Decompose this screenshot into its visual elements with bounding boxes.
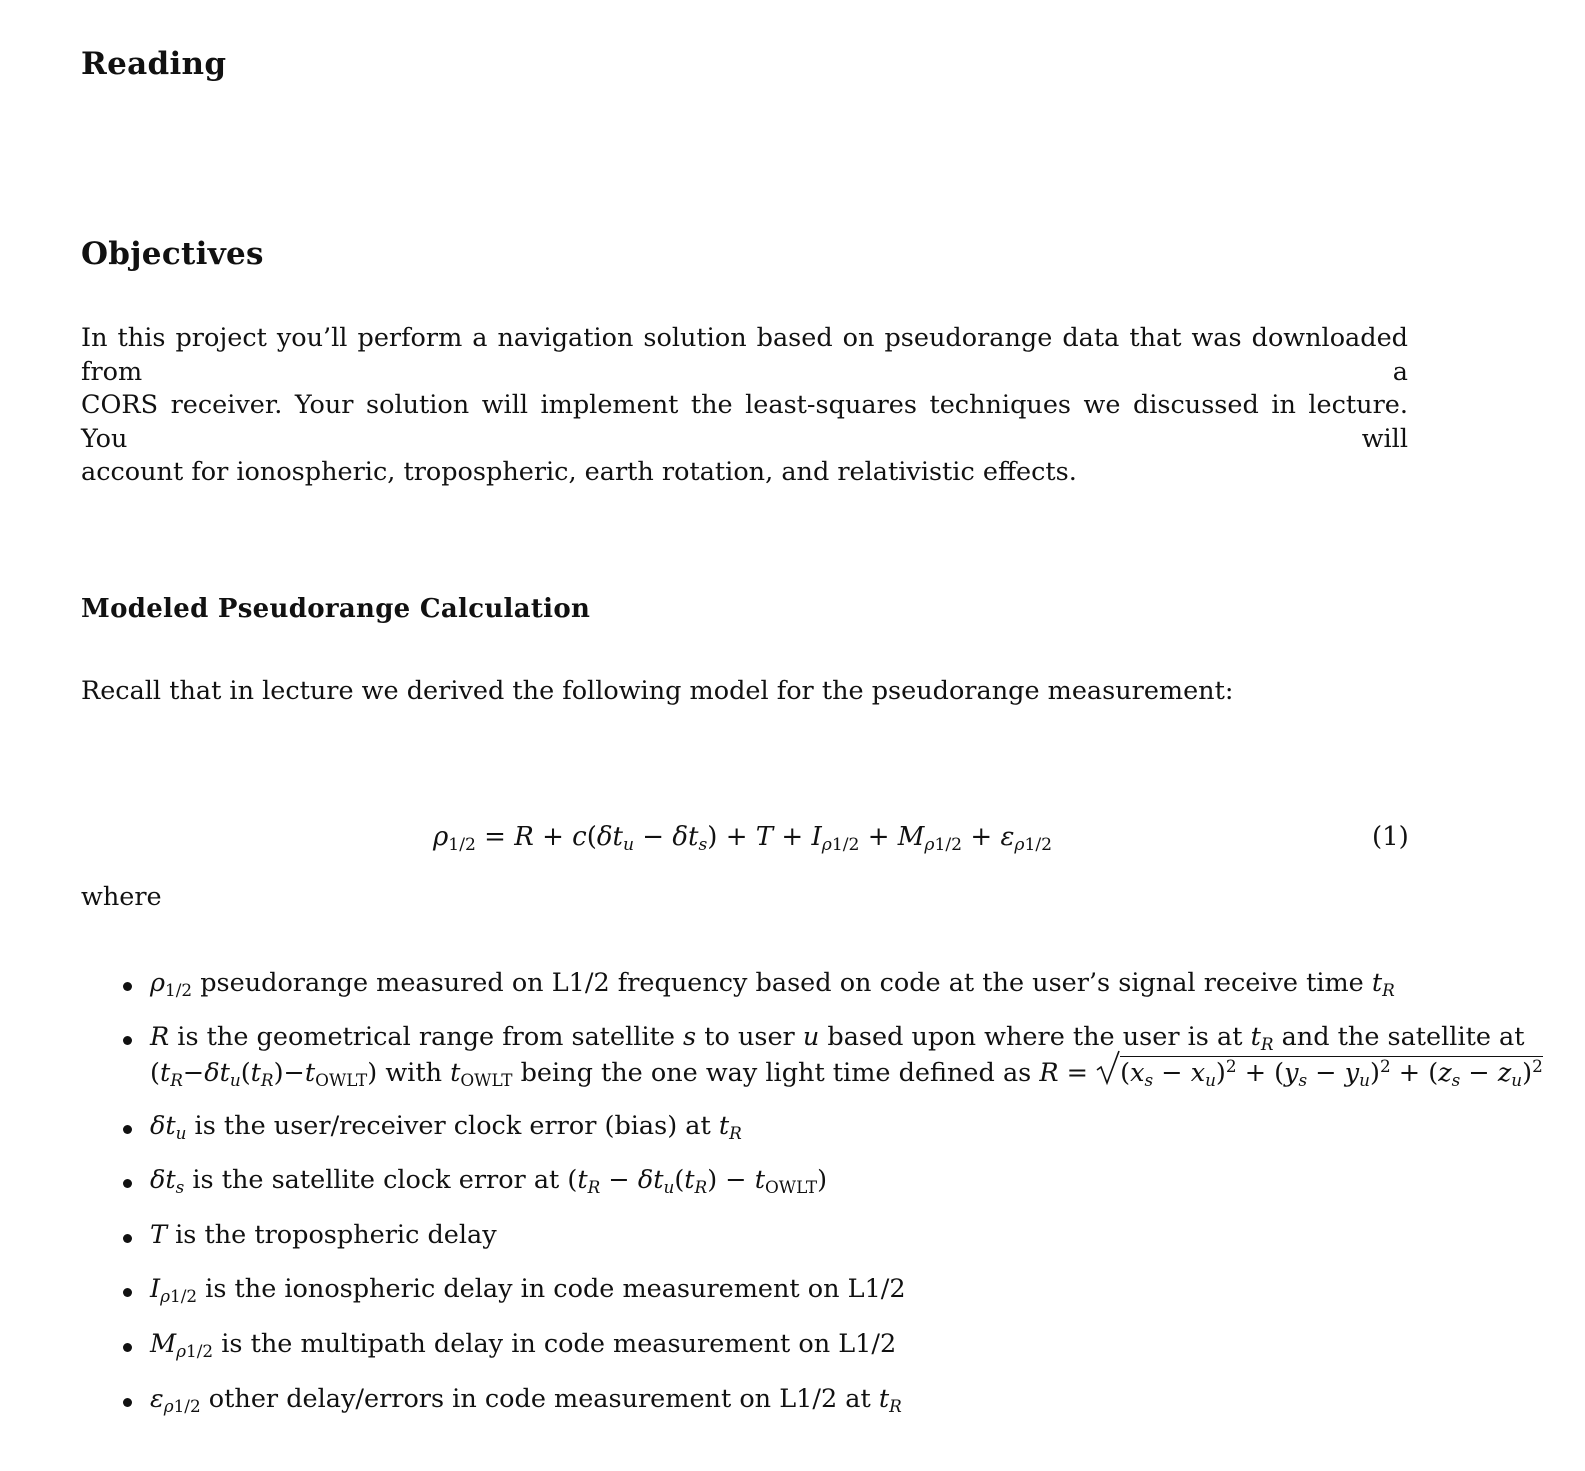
bullet-icon [123,1288,132,1297]
bullet-icon [123,1343,132,1352]
where-label: where [81,882,162,912]
heading-modeled-pseudorange: Modeled Pseudorange Calculation [81,594,591,624]
sqrt-icon [1096,1050,1120,1086]
objectives-paragraph [81,322,1408,490]
list-item-multipath: $M_{\rho 1/2}$ is the multipath delay in code measurement on L1/2 [150,1329,897,1362]
list-item-other-errors: $\varepsilon_{\rho 1/2}$ other delay/errors in code measurement on L1/2 at $t_R$ [150,1384,902,1417]
pseudorange-equation: $\rho_{1/2} = R + c(\delta t_u - \delta t_s) + T + I_{\rho 1/2} + M_{\rho 1/2} + \varepsilon_{\rho 1/2}$ [433,822,1053,856]
list-item-range-line-2: $(t_R-\delta t_u(t_R)-t_{OWLT})$ with $t_{OWLT}$ being the one way light time defined as R = $(x_s - x_u)^2 + (y_s - y_u)^2 + (z_s - z_u)^2$ [150,1056,1543,1088]
bullet-icon [123,982,132,991]
bullet-icon [123,1234,132,1243]
list-item-ionosphere: $I_{\rho 1/2}$ is the ionospheric delay in code measurement on L1/2 [150,1274,906,1307]
bullet-icon [123,1179,132,1188]
list-item-troposphere: T is the tropospheric delay [150,1220,497,1250]
objectives-line-3: account for ionospheric, tropospheric, earth rotation, and relativistic effects. [81,457,1077,487]
heading-reading: Reading [81,46,227,82]
list-item-satellite-clock: $\delta t_s$ is the satellite clock error at $(t_R - \delta t_u(t_R) - t_{OWLT})$ [150,1165,828,1198]
bullet-icon [123,1036,132,1045]
equation-number: (1) [1372,822,1409,852]
bullet-icon [123,1398,132,1407]
list-item-user-clock: $\delta t_u$ is the user/receiver clock error (bias) at $t_R$ [150,1111,742,1144]
recall-sentence: Recall that in lecture we derived the following model for the pseudorange measurement: [81,676,1234,706]
list-item-rho: $\rho_{1/2}$ pseudorange measured on L1/2 frequency based on code at the user’s signal receive time $t_R$ [150,968,1395,1001]
sqrt-expression: $(x_s - x_u)^2 + (y_s - y_u)^2 + (z_s - z_u)^2$ [1096,1056,1543,1088]
bullet-icon [123,1125,132,1134]
objectives-line-2: CORS receiver. Your solution will implement the least-squares techniques we discussed in lecture. You will [81,390,1408,454]
objectives-line-1: In this project you’ll perform a navigation solution based on pseudorange data that was downloaded from a [81,323,1408,387]
heading-objectives: Objectives [81,236,264,272]
list-item-range-line-1: R is the geometrical range from satellite s to user u based upon where the user is at $t_R$ and the satellite at [150,1022,1525,1055]
